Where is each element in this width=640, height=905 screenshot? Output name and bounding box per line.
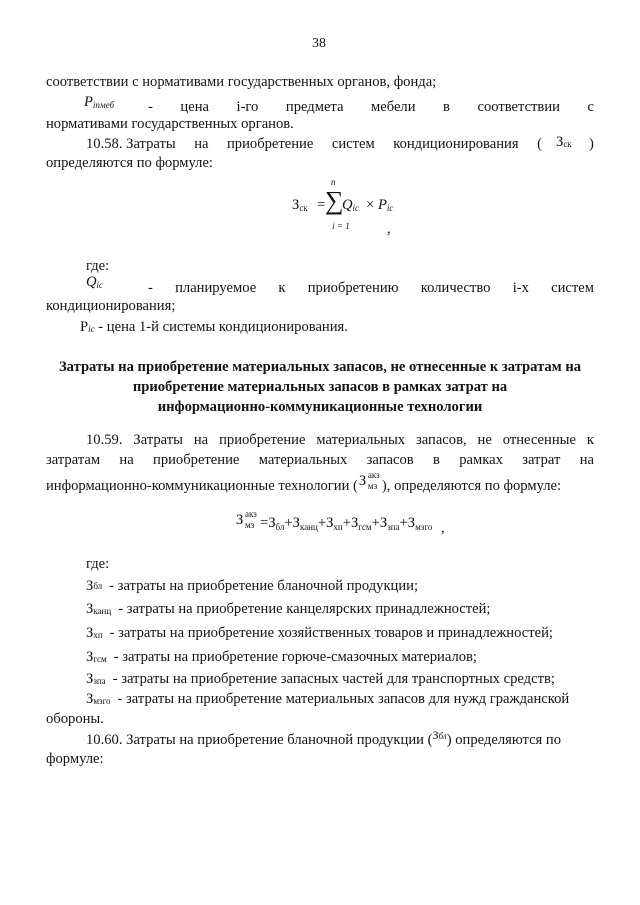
- formula-lhs: З акз мз: [236, 509, 257, 530]
- paragraph-10-59-line: [46, 451, 594, 469]
- word: затратам: [46, 452, 101, 468]
- word: 10.59.: [86, 432, 123, 448]
- symbol-sub: ск: [563, 139, 572, 149]
- word: 10.58. Затраты: [86, 136, 176, 152]
- word: соответствии: [477, 99, 560, 115]
- word: не: [477, 432, 492, 448]
- symbol-p: P: [84, 94, 93, 110]
- sum-lower-limit: i = 1: [332, 221, 350, 231]
- list-item: Зхп - затраты на приобретение хозяйственных товаров и принадлежностей;: [86, 625, 553, 641]
- formula-materials: [236, 511, 432, 533]
- formula-term: $З_{зпа}+$: [379, 515, 408, 532]
- formula-conditioning: [292, 170, 402, 232]
- price-definition: [80, 318, 348, 337]
- definition-text: - цена 1-й системы кондиционирования.: [94, 319, 348, 335]
- list-item: Ззпа - затраты на приобретение запасных частей для транспортных средств;: [86, 671, 555, 687]
- word: в: [433, 452, 440, 468]
- sigma-icon: ∑: [325, 186, 344, 215]
- word: затрат: [522, 452, 561, 468]
- word: количество: [420, 280, 491, 296]
- formula-term: $З_{канц}+$: [292, 515, 327, 532]
- word: i-х: [512, 280, 529, 296]
- word: запасов: [366, 452, 414, 468]
- word: материальных: [316, 432, 406, 448]
- word: кондиционирования: [393, 136, 519, 152]
- heading-line: приобретение материальных запасов в рамках затрат на: [132, 379, 508, 395]
- word: цена: [180, 99, 209, 115]
- text-line: обороны.: [46, 711, 104, 727]
- text-run: ), определяются по формуле:: [381, 478, 562, 494]
- blanks-symbol: Збл: [432, 728, 447, 742]
- word: (: [537, 136, 542, 152]
- list-item: Згсм - затраты на приобретение горюче-смазочных материалов;: [86, 649, 477, 665]
- text-line: нормативами государственных органов.: [46, 116, 294, 132]
- word: к: [586, 432, 594, 448]
- word: систем: [551, 280, 594, 296]
- word: предмета: [285, 99, 344, 115]
- furniture-price-definition: [148, 98, 594, 116]
- word: приобретению: [307, 280, 399, 296]
- word: -: [148, 280, 153, 296]
- symbol-sub: ic: [88, 324, 95, 334]
- word: материальных: [258, 452, 348, 468]
- word: на: [194, 136, 209, 152]
- text-line: соответствии с нормативами государственных органов, фонда;: [46, 74, 437, 90]
- word: рамках: [459, 452, 503, 468]
- formula-term: $З_{мзго}$: [407, 515, 433, 532]
- symbol-sub: iпмеб: [92, 100, 115, 110]
- quantity-symbol: Qic: [86, 274, 104, 290]
- word: планируемое: [175, 280, 257, 296]
- paragraph-10-58: [86, 135, 542, 153]
- list-item: Зканц - затраты на приобретение канцелярских принадлежностей;: [86, 601, 491, 617]
- list-item: Змзго - затраты на приобретение материальных запасов для нужд гражданской: [86, 691, 570, 707]
- paragraph-10-59-line: [46, 470, 562, 495]
- materials-symbol: З акз мз: [358, 470, 380, 491]
- formula-p: Pic: [378, 197, 394, 213]
- formula-comma: ,: [387, 221, 391, 237]
- text-run: информационно-коммуникационные технологии (: [46, 478, 358, 494]
- text-line: определяются по формуле:: [46, 155, 213, 171]
- where-label: где:: [86, 556, 110, 572]
- text-line: формуле:: [46, 751, 104, 767]
- equals-sign: =: [317, 197, 326, 213]
- word: с: [587, 99, 594, 115]
- word: отнесенные: [502, 432, 576, 448]
- paragraph-10-60: 10.60. Затраты на приобретение бланочной продукции ($^{Збл}$) определяются по: [86, 728, 562, 748]
- word: систем: [331, 136, 375, 152]
- furniture-price-symbol: [84, 93, 114, 112]
- text-line: кондиционирования;: [46, 298, 176, 314]
- word: запасов,: [415, 432, 467, 448]
- word: -: [148, 99, 153, 115]
- paren-close: ): [589, 136, 594, 152]
- word: к: [278, 280, 286, 296]
- word: на: [119, 452, 134, 468]
- times-sign: ×: [366, 197, 375, 213]
- symbol-z: З: [556, 134, 564, 150]
- word: в: [443, 99, 450, 115]
- word: приобретение: [153, 452, 240, 468]
- section-heading: [46, 357, 594, 417]
- word: на: [193, 432, 209, 448]
- word: на: [579, 452, 594, 468]
- word: приобретение: [226, 136, 314, 152]
- where-label: где:: [86, 258, 110, 274]
- conditioning-symbol: [556, 133, 572, 152]
- quantity-definition: [148, 279, 594, 297]
- symbol-p: P: [80, 319, 89, 335]
- formula-q: Qic: [342, 197, 360, 213]
- formula-term: $З_{хп}+$: [326, 515, 351, 532]
- page-number: 38: [312, 36, 326, 51]
- sum-upper-limit: n: [331, 177, 336, 187]
- formula-comma: ,: [441, 520, 445, 536]
- word: приобретение: [219, 432, 306, 448]
- word: i-го: [236, 99, 259, 115]
- word: Затраты: [133, 432, 183, 448]
- heading-line: информационно-коммуникационные технологии: [157, 399, 483, 415]
- word: мебели: [371, 99, 416, 115]
- list-item: Збл - затраты на приобретение бланочной продукции;: [86, 578, 419, 594]
- formula-term: $З_{бл}+$: [268, 515, 293, 532]
- heading-line: Затраты на приобретение материальных запасов, не отнесенные к затратам на: [58, 359, 582, 375]
- paragraph-10-59-line: [86, 431, 594, 449]
- equals-sign: =: [260, 515, 269, 531]
- formula-lhs: Зск: [292, 197, 308, 213]
- formula-term: $З_{гсм}+$: [350, 515, 380, 532]
